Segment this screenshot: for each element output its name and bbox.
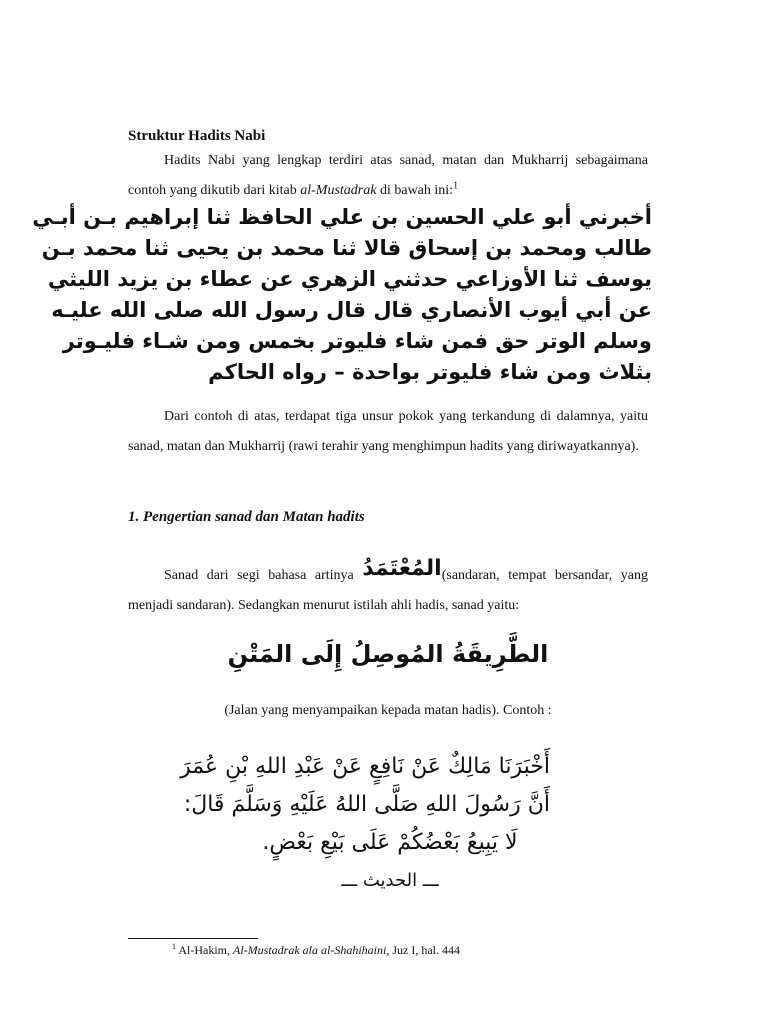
sanad-def-text: Sanad dari segi bahasa artinya [164,568,363,583]
arabic-line: يوسف ثنا الأوزاعي حدثني الزهري عن عطاء بن يزيد الليثي [47,267,652,291]
footnote-ref[interactable]: 1 [453,180,459,192]
section-title: 1. Pengertian sanad dan Matan hadits [128,509,365,525]
sanad-definition-paragraph [128,558,648,621]
arabic-line: عن أبي أيوب الأنصاري قال قال رسول الله صلى الله عليـه [51,298,652,322]
intro-text: Hadits Nabi yang lengkap terdiri atas sanad, matan dan Mukharrij sebagaimana contoh yang dikutib dari kitab [128,153,648,198]
book-title: al-Mustadrak [300,183,377,198]
intro-paragraph [128,146,648,206]
sanad-def-text-end: (sandaran, tempat bersandar, yang menjadi sandaran). Sedangkan menurut istilah ahli hadis, sanad yaitu: [128,568,648,613]
footnote-text: Al-Hakim, [176,943,233,957]
example-arabic-block [180,748,550,900]
intro-text-end: di bawah ini: [376,183,454,198]
arabic-line: طالب ومحمد بن إسحاق قالا ثنا محمد بن يحيى ثنا محمد بـن [41,236,652,260]
arabic-line: وسلم الوتر حق فمن شاء فليوتر بخمس ومن شـاء فليـوتر [62,329,652,353]
arabic-hadith-block [32,202,652,388]
example-line: أَخْبَرَنَا مَالِكٌ عَنْ نَافِعٍ عَنْ عَبْدِ اللهِ بْنِ عُمَرَ [180,754,550,779]
example-line: لَا يَبِيعُ بَعْضُكُمْ عَلَى بَيْعِ بَعْضٍ. [262,830,518,855]
footnote-text-end: Juz I, hal. 444 [389,943,460,957]
footnote-divider [128,938,258,939]
sanad-meaning: (Jalan yang menyampaikan kepada matan hadis). Contoh : [224,703,552,718]
sanad-arabic-definition: الطَّرِيقَةُ المُوصِلُ إِلَى المَتْنِ [227,640,549,668]
arabic-word: المُعْتَمَدُ [362,556,442,581]
footnote-number: 1 [172,942,176,951]
footnote [172,942,460,958]
arabic-line: بثلاث ومن شاء فليوتر بواحدة – رواه الحاكم [208,360,652,384]
arabic-line: أخبرني أبو علي الحسين بن علي الحافظ ثنا إبراهيم بـن أبـي [32,205,652,229]
example-line: أَنَّ رَسُولَ اللهِ صَلَّى اللهُ عَلَيْهِ وَسَلَّمَ قَالَ: [183,792,550,817]
example-line: ـــ الحديث ـــ [341,870,439,891]
footnote-title: Al-Mustadrak ala al-Shahihaini, [233,943,390,957]
explanation-paragraph: Dari contoh di atas, terdapat tiga unsur pokok yang terkandung di dalamnya, yaitu sanad, matan dan Mukharrij (rawi terahir yang menghimpun hadits yang diriwayatkannya). [128,409,648,454]
page-heading: Struktur Hadits Nabi [128,128,266,144]
